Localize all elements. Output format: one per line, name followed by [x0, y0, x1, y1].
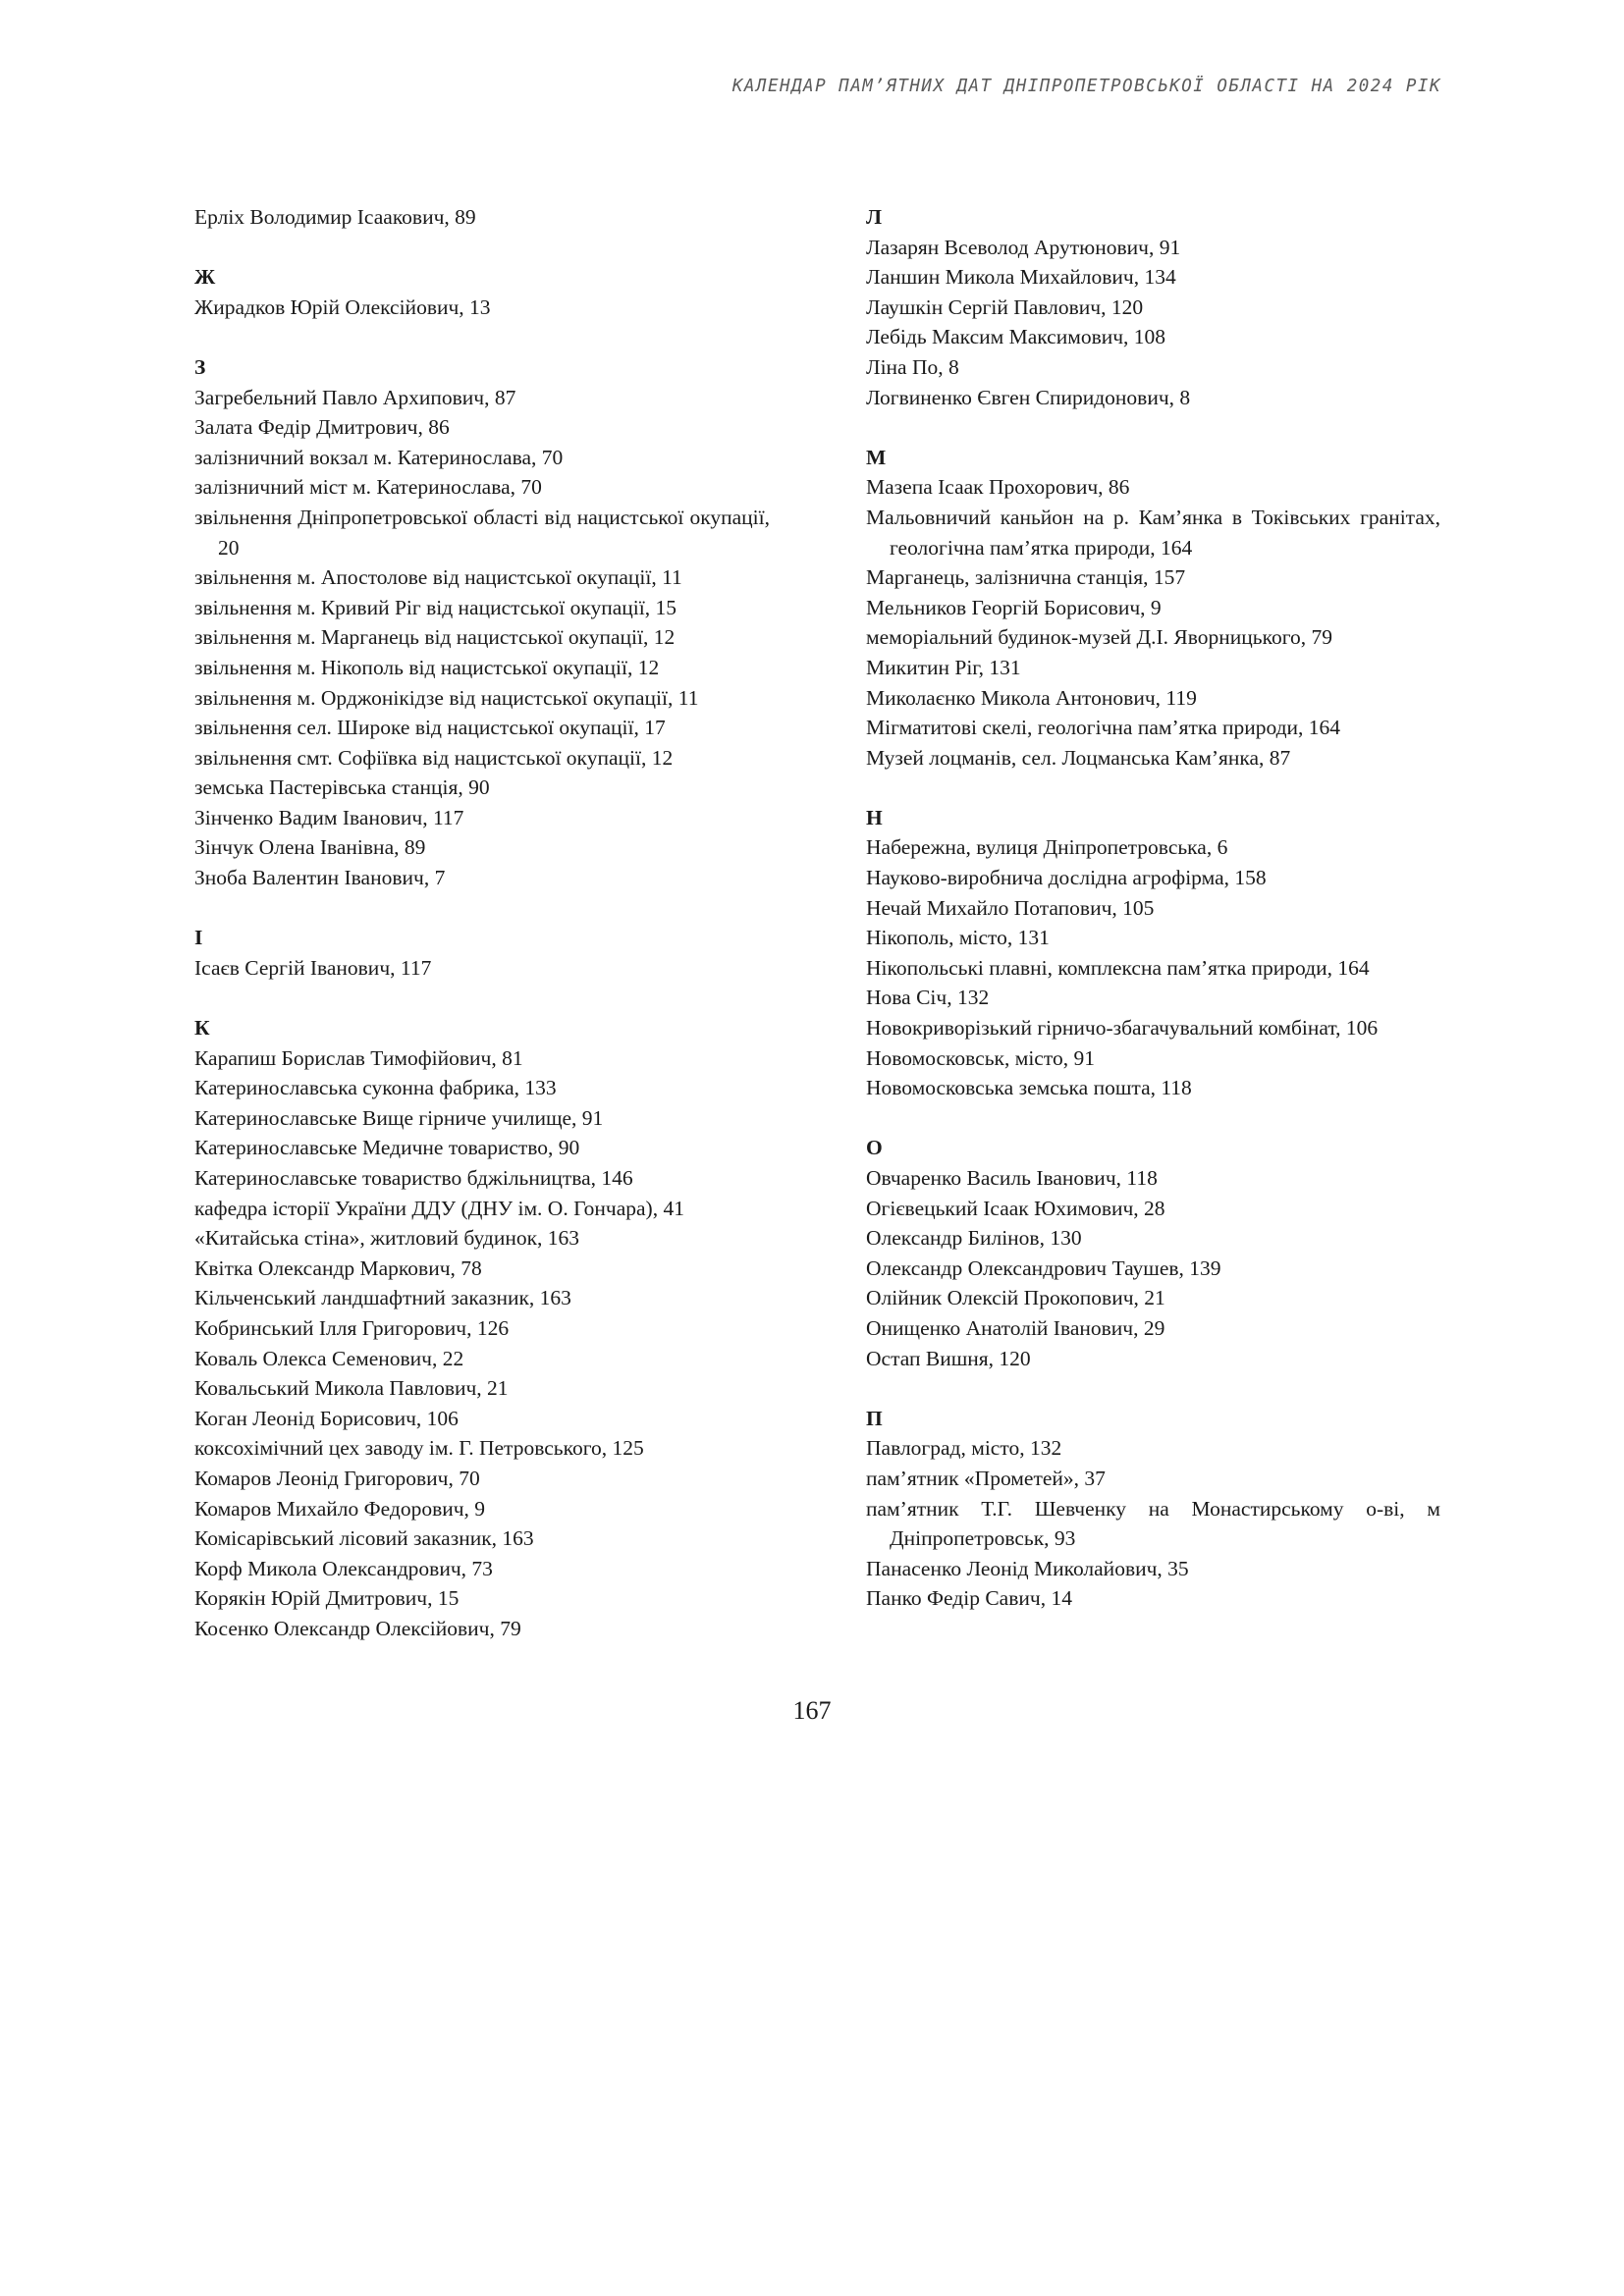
index-entry: Комісарівський лісовий заказник, 163 [194, 1526, 534, 1551]
index-entry: звільнення м. Нікополь від нацистської окупації, 12 [194, 655, 660, 679]
index-entry: Новомосковська земська пошта, 118 [866, 1076, 1192, 1100]
index-entry: Комаров Михайло Федорович, 9 [194, 1496, 486, 1521]
index-entry: Квітка Олександр Маркович, 78 [194, 1255, 482, 1280]
index-entry: Катеринославська суконна фабрика, 133 [194, 1076, 557, 1100]
index-section [194, 1013, 770, 1643]
section-letter-heading: І [194, 926, 203, 950]
index-entry: Панасенко Леонід Миколайович, 35 [866, 1556, 1189, 1580]
index-entry: Марганець, залізнична станція, 157 [866, 565, 1186, 590]
index-entry: Нова Січ, 132 [866, 986, 990, 1010]
section-letter-heading: О [866, 1136, 883, 1160]
index-entry: Музей лоцманів, сел. Лоцманська Кам’янка, 87 [866, 745, 1291, 770]
section-letter-heading: П [866, 1406, 883, 1430]
index-section [866, 443, 1440, 774]
index-entry: Корф Микола Олександрович, 73 [194, 1556, 493, 1580]
index-entry: Кобринський Ілля Григорович, 126 [194, 1315, 510, 1340]
index-entry: Олександр Билінов, 130 [866, 1226, 1082, 1251]
index-entry: Олександр Олександрович Таушев, 139 [866, 1255, 1221, 1280]
section-letter-heading: Н [866, 805, 883, 829]
index-entry: залізничний вокзал м. Катеринослава, 70 [194, 445, 564, 469]
index-entry: Остап Вишня, 120 [866, 1346, 1031, 1370]
index-entry: звільнення Дніпропетровської області від нацистської окупації, 20 [194, 505, 770, 560]
index-entry: Катеринославське товариство бджільництва, 146 [194, 1166, 633, 1190]
index-entry: пам’ятник Т.Г. Шевченку на Монастирському о-ві, м Дніпропетровськ, 93 [866, 1496, 1440, 1551]
index-entry: Олійник Олексій Прокопович, 21 [866, 1286, 1165, 1310]
index-entry: Коган Леонід Борисович, 106 [194, 1406, 459, 1430]
index-entry: Ланшин Микола Михайлович, 134 [866, 265, 1176, 290]
index-entry: Лаушкін Сергій Павлович, 120 [866, 294, 1144, 319]
index-entry: Зінченко Вадим Іванович, 117 [194, 805, 464, 829]
index-entry: Ліна По, 8 [866, 354, 959, 379]
index-entry: меморіальний будинок-музей Д.І. Яворницького, 79 [866, 625, 1332, 650]
index-section [194, 923, 770, 983]
index-section [866, 803, 1440, 1103]
index-entry: Катеринославське Вище гірниче училище, 91 [194, 1105, 604, 1130]
index-column-right [866, 202, 1440, 1644]
index-entry: Мельников Георгій Борисович, 9 [866, 595, 1162, 619]
index-entry: Нікопольські плавні, комплексна пам’ятка природи, 164 [866, 955, 1370, 980]
index-entry: звільнення сел. Широке від нацистської окупації, 17 [194, 716, 666, 740]
index-entry: Новомосковськ, місто, 91 [866, 1045, 1095, 1070]
index-entry: Науково-виробнича дослідна агрофірма, 158 [866, 866, 1267, 890]
index-entry: Зноба Валентин Іванович, 7 [194, 866, 446, 890]
index-entry: «Китайська стіна», житловий будинок, 163 [194, 1226, 580, 1251]
index-entry: Огієвецький Ісаак Юхимович, 28 [866, 1196, 1165, 1220]
index-entry: звільнення м. Марганець від нацистської окупації, 12 [194, 625, 676, 650]
index-entry: звільнення смт. Софіївка від нацистської окупації, 12 [194, 745, 674, 770]
index-entry: Онищенко Анатолій Іванович, 29 [866, 1315, 1165, 1340]
index-entry: Ерліх Володимир Ісаакович, 89 [194, 205, 476, 229]
index-entry: Новокриворізький гірничо-збагачувальний комбінат, 106 [866, 1016, 1379, 1041]
index-section [194, 202, 770, 233]
index-entry: Кільченський ландшафтний заказник, 163 [194, 1286, 571, 1310]
index-entry: Ковальський Микола Павлович, 21 [194, 1376, 509, 1401]
index-entry: звільнення м. Орджонікідзе від нацистської окупації, 11 [194, 685, 699, 710]
page-number: 167 [792, 1696, 832, 1725]
index-entry: Комаров Леонід Григорович, 70 [194, 1466, 480, 1490]
index-entry: Загребельний Павло Архипович, 87 [194, 385, 516, 409]
index-entry: Мальовничий каньйон на р. Кам’янка в Токівських гранітах, геологічна пам’ятка природи, 164 [866, 505, 1440, 560]
section-letter-heading: З [194, 354, 206, 379]
index-entry: Микитин Ріг, 131 [866, 655, 1021, 679]
index-section [194, 262, 770, 322]
index-entry: Мазепа Ісаак Прохорович, 86 [866, 475, 1130, 500]
index-entry: Жирадков Юрій Олексійович, 13 [194, 294, 491, 319]
index-entry: Панко Федір Савич, 14 [866, 1586, 1072, 1611]
index-entry: Зінчук Олена Іванівна, 89 [194, 835, 426, 860]
index-entry: Логвиненко Євген Спиридонович, 8 [866, 385, 1191, 409]
index-entry: Катеринославське Медичне товариство, 90 [194, 1136, 580, 1160]
index-entry: Павлоград, місто, 132 [866, 1436, 1062, 1461]
section-letter-heading: Ж [194, 265, 216, 290]
section-letter-heading: М [866, 445, 887, 469]
index-entry: кафедра історії України ДДУ (ДНУ ім. О. Гончара), 41 [194, 1196, 684, 1220]
running-header: КАЛЕНДАР ПАМ’ЯТНИХ ДАТ ДНІПРОПЕТРОВСЬКОЇ ОБЛАСТІ НА 2024 РІК [731, 77, 1441, 96]
index-entry: Косенко Олександр Олексійович, 79 [194, 1616, 521, 1640]
index-entry: звільнення м. Апостолове від нацистської окупації, 11 [194, 565, 682, 590]
index-entry: Лазарян Всеволод Арутюнович, 91 [866, 235, 1181, 259]
index-entry: Набережна, вулиця Дніпропетровська, 6 [866, 835, 1228, 860]
index-entry: Овчаренко Василь Іванович, 118 [866, 1166, 1158, 1190]
index-entry: Коваль Олекса Семенович, 22 [194, 1346, 464, 1370]
index-entry: Залата Федір Дмитрович, 86 [194, 415, 450, 440]
index-section [866, 1404, 1440, 1614]
index-entry: звільнення м. Кривий Ріг від нацистської окупації, 15 [194, 595, 677, 619]
section-letter-heading: К [194, 1016, 210, 1041]
index-column-left [194, 202, 770, 1674]
index-entry: залізничний міст м. Катеринослава, 70 [194, 475, 542, 500]
index-entry: Лебідь Максим Максимович, 108 [866, 325, 1166, 349]
index-entry: пам’ятник «Прометей», 37 [866, 1466, 1106, 1490]
index-entry: Нікополь, місто, 131 [866, 926, 1050, 950]
index-entry: коксохімічний цех заводу ім. Г. Петровського, 125 [194, 1436, 644, 1461]
index-entry: Нечай Михайло Потапович, 105 [866, 895, 1155, 920]
index-section [194, 352, 770, 893]
index-section [866, 202, 1440, 412]
section-letter-heading: Л [866, 205, 883, 229]
index-entry: Корякін Юрій Дмитрович, 15 [194, 1586, 460, 1611]
index-entry: Миколаєнко Микола Антонович, 119 [866, 685, 1197, 710]
index-entry: Карапиш Борислав Тимофійович, 81 [194, 1045, 523, 1070]
index-entry: Мігматитові скелі, геологічна пам’ятка природи, 164 [866, 716, 1341, 740]
index-entry: земська Пастерівська станція, 90 [194, 775, 490, 800]
index-section [866, 1133, 1440, 1373]
index-entry: Ісаєв Сергій Іванович, 117 [194, 955, 432, 980]
